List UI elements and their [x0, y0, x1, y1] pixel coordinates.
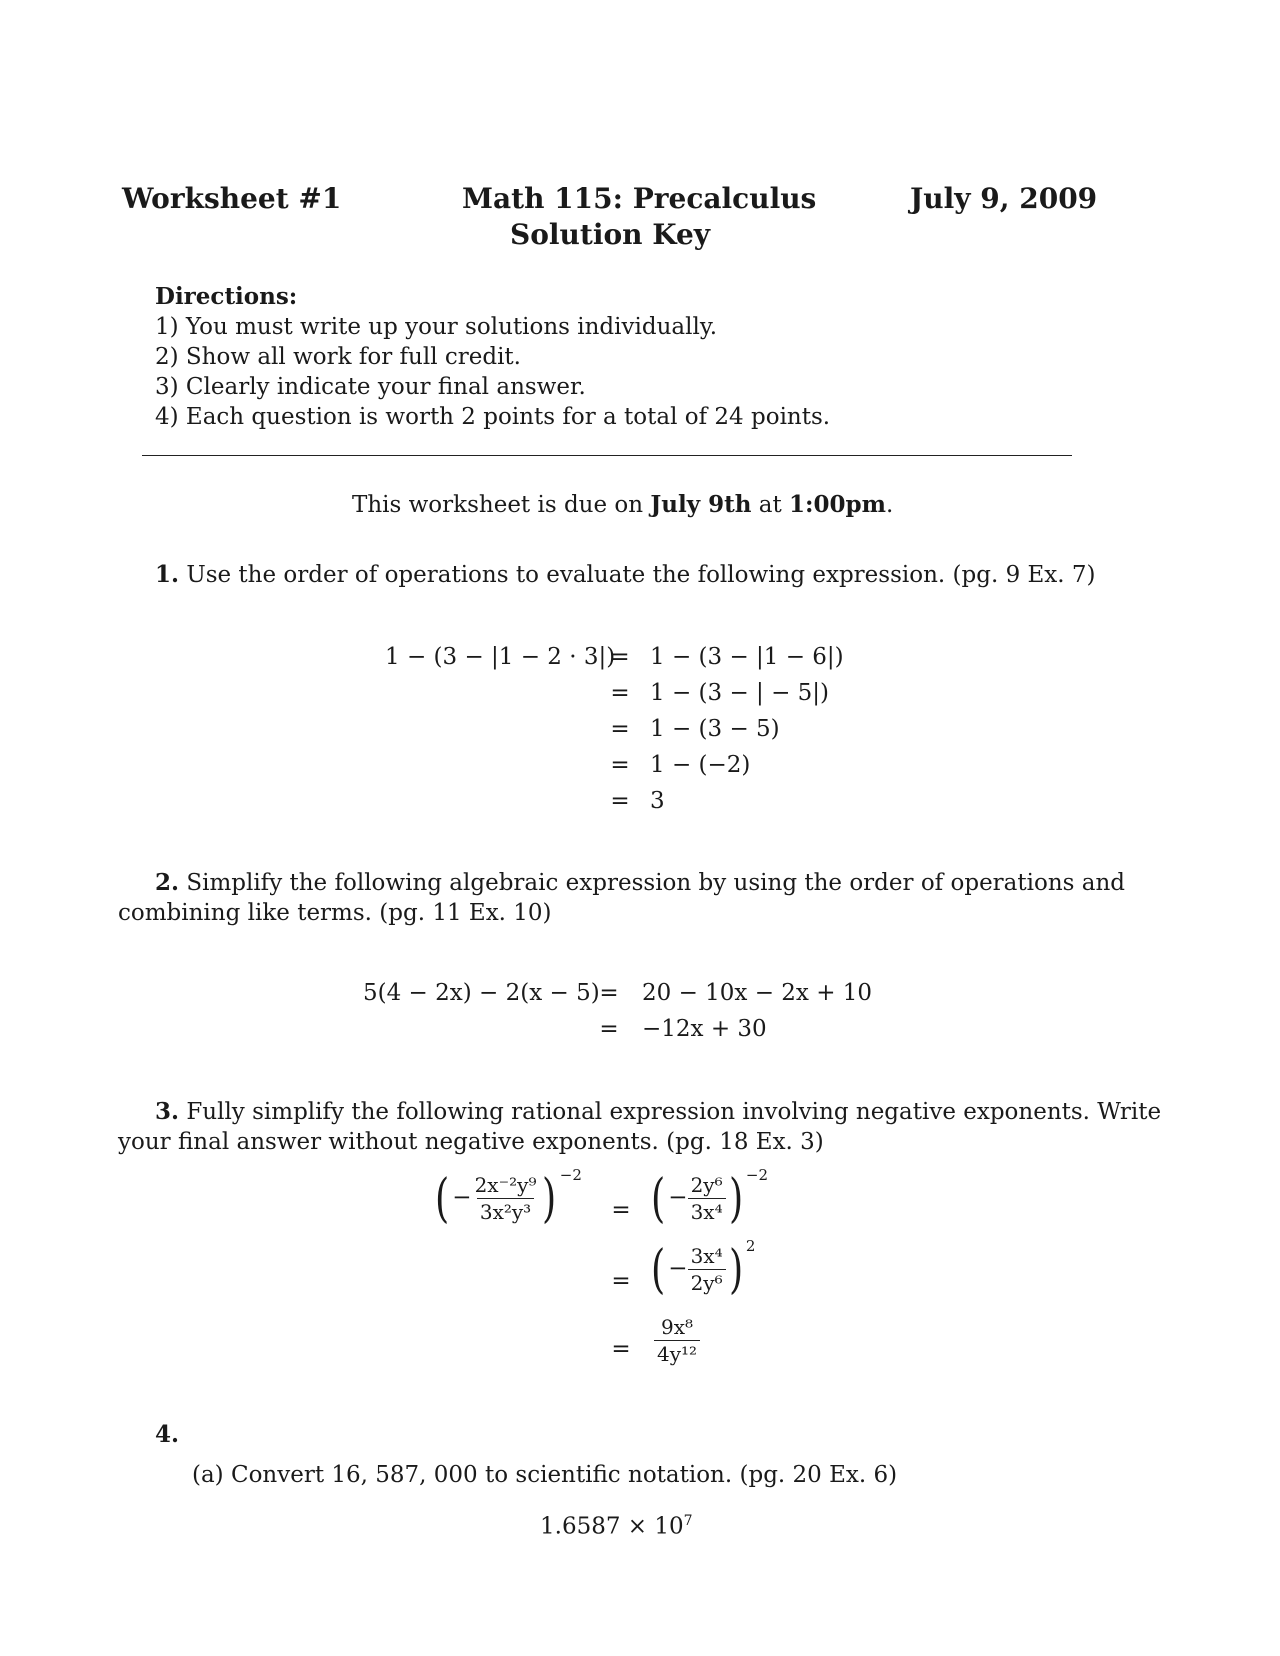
- q1-eq-5: =: [610, 788, 630, 814]
- q1-eq-1: =: [610, 644, 630, 670]
- q3-eq-1: =: [611, 1197, 631, 1223]
- q2-step-1: 20 − 10x − 2x + 10: [642, 980, 873, 1006]
- q3-lhs: ( − $\frac{\text{2x⁻²y⁹}}{\text{3x²y³}}$ ) $^{-2}$: [435, 1166, 582, 1229]
- q2-lhs: 5(4 − 2x) − 2(x − 5): [363, 980, 600, 1006]
- question-4a-answer: [540, 1513, 693, 1540]
- q3-eq-3: =: [611, 1336, 631, 1362]
- q3-lhs-denominator: 3x²y³: [477, 1198, 534, 1225]
- horizontal-divider: [142, 455, 1072, 456]
- q1-step-2: 1 − (3 − | − 5|): [650, 680, 830, 706]
- q3-final: [654, 1314, 700, 1367]
- q3-final-numerator: 9x⁸: [661, 1315, 694, 1339]
- q1-eq-3: =: [610, 716, 630, 742]
- direction-item-3: 3) Clearly indicate your final answer.: [155, 374, 586, 400]
- direction-item-4: 4) Each question is worth 2 points for a total of 24 points.: [155, 404, 831, 430]
- q2-eq-2: =: [599, 1016, 619, 1042]
- q3-step-1-exponent: −2: [745, 1166, 769, 1184]
- question-2-prompt-line-1: [155, 868, 1125, 898]
- worksheet-number: Worksheet #1: [122, 182, 342, 215]
- q2-eq-1: =: [599, 980, 619, 1006]
- question-2-number: 2.: [155, 869, 180, 896]
- q4a-answer-base: 1.6587 × 10: [540, 1513, 684, 1540]
- question-3-prompt-line-2: your final answer without negative exponents. (pg. 18 Ex. 3): [118, 1129, 824, 1155]
- worksheet-date: July 9, 2009: [910, 182, 1098, 215]
- q1-step-1: 1 − (3 − |1 − 6|): [650, 644, 844, 670]
- q3-step-2-exponent: 2: [745, 1237, 756, 1255]
- solution-key-title: Solution Key: [510, 218, 711, 251]
- q4a-answer-exponent: 7: [683, 1513, 693, 1529]
- q3-lhs-numerator: 2x⁻²y⁹: [474, 1173, 537, 1197]
- question-3-prompt-line-1: [155, 1097, 1161, 1127]
- question-4-number: 4.: [155, 1421, 180, 1448]
- due-prefix: This worksheet is due on: [352, 492, 651, 518]
- q3-lhs-exponent: −2: [559, 1166, 582, 1184]
- q3-step-1-denominator: 3x⁴: [688, 1198, 726, 1225]
- q2-step-2: −12x + 30: [642, 1016, 767, 1042]
- due-notice: [352, 490, 893, 520]
- q1-step-5: 3: [650, 788, 665, 814]
- question-3-number: 3.: [155, 1098, 180, 1125]
- question-2-prompt-line-2: combining like terms. (pg. 11 Ex. 10): [118, 900, 552, 926]
- q3-step-2-denominator: 2y⁶: [688, 1269, 726, 1296]
- question-3-text-line-1: Fully simplify the following rational expression involving negative exponents. Write: [179, 1099, 1162, 1125]
- direction-item-1: 1) You must write up your solutions individually.: [155, 314, 718, 340]
- q3-step-1-numerator: 2y⁶: [690, 1173, 723, 1197]
- question-1-number: 1.: [155, 561, 180, 588]
- question-4a-prompt: (a) Convert 16, 587, 000 to scientific notation. (pg. 20 Ex. 6): [192, 1462, 898, 1488]
- q1-step-4: 1 − (−2): [650, 752, 751, 778]
- q1-eq-4: =: [610, 752, 630, 778]
- direction-item-2: 2) Show all work for full credit.: [155, 344, 521, 370]
- q3-step-1: ( − $\frac{\text{2y⁶}}{\text{3x⁴}}$ ) $^{-2}$: [651, 1166, 769, 1229]
- due-suffix: .: [885, 492, 894, 518]
- q1-eq-2: =: [610, 680, 630, 706]
- question-2-text-line-1: Simplify the following algebraic expression by using the order of operations and: [179, 870, 1126, 896]
- q3-eq-2: =: [611, 1268, 631, 1294]
- question-1-text: Use the order of operations to evaluate the following expression. (pg. 9 Ex. 7): [179, 562, 1096, 588]
- due-date: July 9th: [650, 491, 752, 518]
- q3-step-2: ( − $\frac{\text{3x⁴}}{\text{2y⁶}}$ ) $^2$: [651, 1237, 756, 1300]
- directions-title: Directions:: [155, 283, 298, 310]
- q1-lhs: 1 − (3 − |1 − 2 · 3|): [385, 644, 616, 670]
- due-time: 1:00pm: [789, 491, 886, 518]
- q1-step-3: 1 − (3 − 5): [650, 716, 780, 742]
- due-mid: at: [751, 492, 790, 518]
- question-1-prompt: [155, 560, 1096, 590]
- course-title: Math 115: Precalculus: [462, 182, 817, 215]
- q3-final-denominator: 4y¹²: [654, 1340, 700, 1367]
- q3-step-2-numerator: 3x⁴: [690, 1244, 723, 1268]
